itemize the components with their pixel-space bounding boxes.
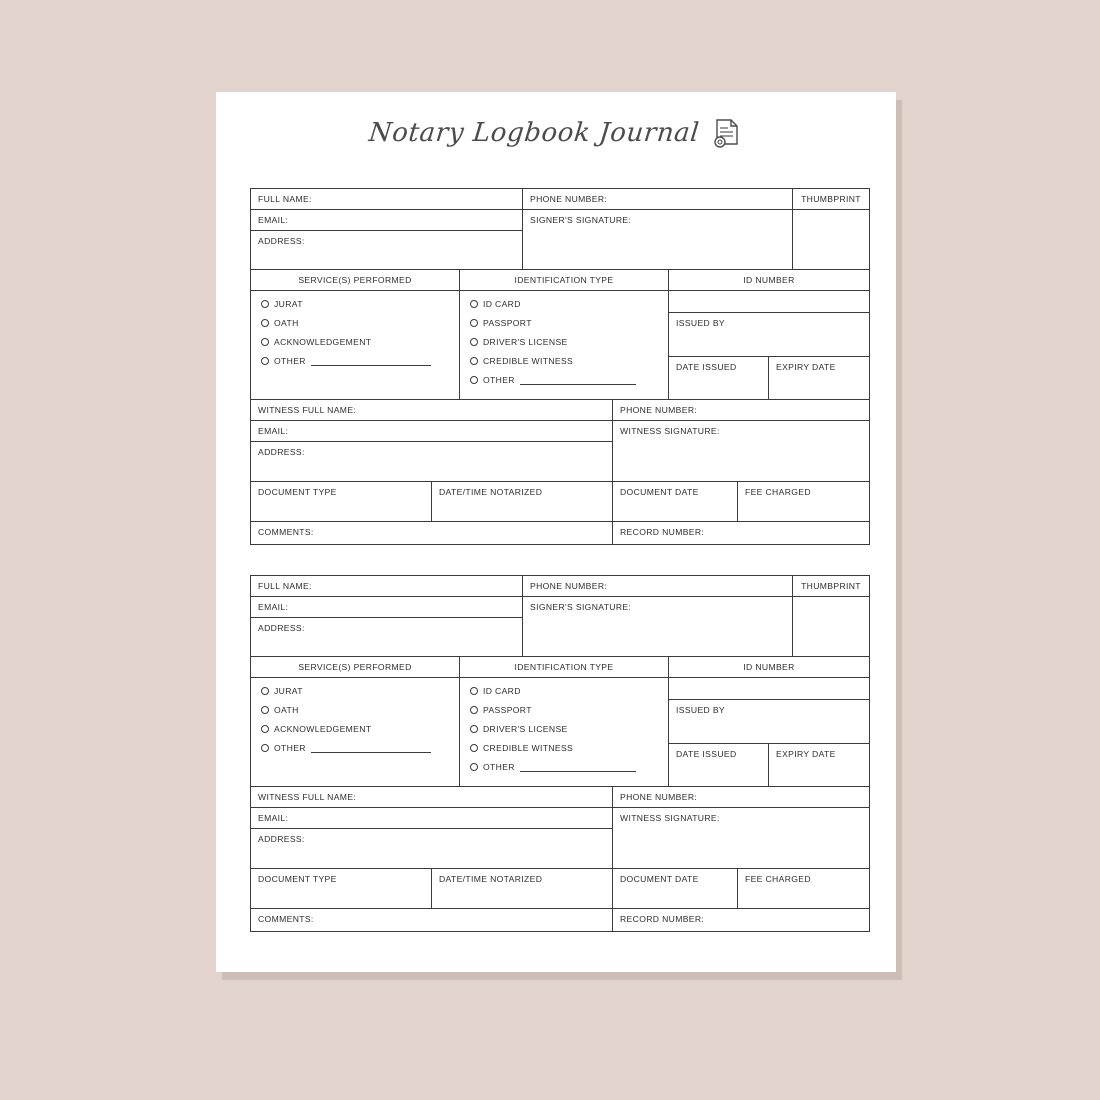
- radio-icon: [470, 706, 478, 714]
- witness-email-field[interactable]: EMAIL:: [251, 421, 613, 442]
- date-time-notarized-field[interactable]: DATE/TIME NOTARIZED: [432, 482, 613, 522]
- witness-signature-field[interactable]: WITNESS SIGNATURE:: [620, 426, 720, 436]
- entry-2-identity-row: [251, 576, 869, 597]
- service-other-write-in[interactable]: [311, 356, 431, 366]
- witness-email-field[interactable]: EMAIL:: [251, 808, 613, 829]
- option-jurat[interactable]: JURAT: [261, 686, 449, 696]
- id-details-column: [669, 678, 869, 787]
- radio-icon: [470, 300, 478, 308]
- entry-1-address-row: [251, 231, 869, 270]
- document-date-field[interactable]: DOCUMENT DATE: [613, 482, 738, 522]
- entry-1-document-row: [251, 482, 869, 522]
- thumbprint-header: THUMBPRINT: [793, 576, 869, 597]
- entry-1-service-headers-row: [251, 270, 869, 291]
- identification-type-options: [460, 678, 669, 787]
- radio-icon: [470, 687, 478, 695]
- identification-other-write-in[interactable]: [520, 375, 636, 385]
- address-field[interactable]: ADDRESS:: [251, 231, 523, 270]
- option-credible-witness[interactable]: CREDIBLE WITNESS: [470, 356, 658, 366]
- date-issued-field[interactable]: DATE ISSUED: [669, 357, 769, 399]
- identification-type-header: IDENTIFICATION TYPE: [460, 270, 669, 291]
- entry-2-comments-row: [251, 909, 869, 931]
- page-title: Notary Logbook Journal: [367, 118, 701, 148]
- expiry-date-field[interactable]: EXPIRY DATE: [776, 362, 836, 372]
- entry-1-witness-name-row: [251, 400, 869, 421]
- full-name-field[interactable]: FULL NAME:: [251, 576, 523, 597]
- document-type-field[interactable]: DOCUMENT TYPE: [251, 482, 432, 522]
- witness-full-name-field[interactable]: WITNESS FULL NAME:: [251, 400, 613, 421]
- radio-icon: [261, 744, 269, 752]
- phone-number-field[interactable]: PHONE NUMBER:: [523, 189, 793, 210]
- id-number-header: ID NUMBER: [669, 657, 869, 678]
- radio-icon: [470, 319, 478, 327]
- witness-address-field[interactable]: ADDRESS:: [251, 442, 613, 482]
- entry-2-email-signature-row: [251, 597, 869, 618]
- services-performed-options: [251, 291, 460, 400]
- radio-icon: [470, 376, 478, 384]
- id-number-field[interactable]: [669, 291, 869, 313]
- radio-icon: [261, 300, 269, 308]
- services-performed-header: SERVICE(S) PERFORMED: [251, 270, 460, 291]
- entry-1-identity-row: [251, 189, 869, 210]
- entry-1-service-options-row: [251, 291, 869, 400]
- radio-icon: [261, 687, 269, 695]
- thumbprint-header: THUMBPRINT: [793, 189, 869, 210]
- thumbprint-box[interactable]: [793, 597, 869, 618]
- radio-icon: [470, 338, 478, 346]
- radio-icon: [261, 319, 269, 327]
- notary-logbook-page: [216, 92, 896, 972]
- witness-signature-field[interactable]: WITNESS SIGNATURE:: [620, 813, 720, 823]
- entry-1-comments-row: [251, 522, 869, 544]
- page-title-area: [216, 116, 896, 150]
- id-dates-row: [669, 357, 869, 399]
- thumbprint-box[interactable]: [793, 210, 869, 231]
- identification-type-header: IDENTIFICATION TYPE: [460, 657, 669, 678]
- option-drivers-license[interactable]: DRIVER'S LICENSE: [470, 724, 658, 734]
- option-service-other[interactable]: OTHER: [261, 743, 449, 753]
- option-acknowledgement[interactable]: ACKNOWLEDGEMENT: [261, 337, 449, 347]
- record-number-field[interactable]: RECORD NUMBER:: [620, 527, 705, 537]
- radio-icon: [470, 763, 478, 771]
- service-other-write-in[interactable]: [311, 743, 431, 753]
- radio-icon: [261, 357, 269, 365]
- document-date-field[interactable]: DOCUMENT DATE: [613, 869, 738, 909]
- option-id-card[interactable]: ID CARD: [470, 686, 658, 696]
- witness-phone-number-field[interactable]: PHONE NUMBER:: [613, 787, 869, 808]
- signers-signature-field[interactable]: SIGNER'S SIGNATURE:: [523, 597, 793, 618]
- date-time-notarized-field[interactable]: DATE/TIME NOTARIZED: [432, 869, 613, 909]
- id-number-field[interactable]: [669, 678, 869, 700]
- notary-entry-block: [250, 188, 870, 545]
- entry-2-witness-name-row: [251, 787, 869, 808]
- entry-2-witness-address-row: [251, 829, 869, 869]
- thumbprint-box-lower[interactable]: [793, 231, 869, 270]
- expiry-date-field[interactable]: EXPIRY DATE: [776, 749, 836, 759]
- option-acknowledgement[interactable]: ACKNOWLEDGEMENT: [261, 724, 449, 734]
- option-passport[interactable]: PASSPORT: [470, 318, 658, 328]
- option-credible-witness[interactable]: CREDIBLE WITNESS: [470, 743, 658, 753]
- witness-full-name-field[interactable]: WITNESS FULL NAME:: [251, 787, 613, 808]
- entry-2-document-row: [251, 869, 869, 909]
- comments-field[interactable]: COMMENTS:: [251, 522, 613, 544]
- date-issued-field[interactable]: DATE ISSUED: [669, 744, 769, 786]
- witness-signature-box[interactable]: [613, 829, 869, 869]
- services-performed-options: [251, 678, 460, 787]
- radio-icon: [261, 338, 269, 346]
- email-field[interactable]: EMAIL:: [251, 210, 523, 231]
- radio-icon: [261, 706, 269, 714]
- signers-signature-box[interactable]: [523, 618, 793, 657]
- entry-1-email-signature-row: [251, 210, 869, 231]
- entry-1-witness-email-row: [251, 421, 869, 442]
- notary-entry-block: [250, 575, 870, 932]
- comments-field[interactable]: COMMENTS:: [251, 909, 613, 931]
- radio-icon: [261, 725, 269, 733]
- identification-type-options: [460, 291, 669, 400]
- document-type-field[interactable]: DOCUMENT TYPE: [251, 869, 432, 909]
- option-identification-other[interactable]: OTHER: [470, 762, 658, 772]
- option-id-card[interactable]: ID CARD: [470, 299, 658, 309]
- option-oath[interactable]: OATH: [261, 705, 449, 715]
- entry-2-address-row: [251, 618, 869, 657]
- signers-signature-field[interactable]: SIGNER'S SIGNATURE:: [523, 210, 793, 231]
- identification-other-write-in[interactable]: [520, 762, 636, 772]
- radio-icon: [470, 744, 478, 752]
- id-dates-row: [669, 744, 869, 786]
- entry-2-service-headers-row: [251, 657, 869, 678]
- address-field[interactable]: ADDRESS:: [251, 618, 523, 657]
- record-number-field[interactable]: RECORD NUMBER:: [620, 914, 705, 924]
- entry-2-witness-email-row: [251, 808, 869, 829]
- full-name-field[interactable]: FULL NAME:: [251, 189, 523, 210]
- option-drivers-license[interactable]: DRIVER'S LICENSE: [470, 337, 658, 347]
- option-oath[interactable]: OATH: [261, 318, 449, 328]
- id-number-header: ID NUMBER: [669, 270, 869, 291]
- radio-icon: [470, 357, 478, 365]
- issued-by-field[interactable]: ISSUED BY: [669, 700, 869, 744]
- entry-2-service-options-row: [251, 678, 869, 787]
- witness-address-field[interactable]: ADDRESS:: [251, 829, 613, 869]
- option-identification-other[interactable]: OTHER: [470, 375, 658, 385]
- document-seal-icon: [709, 116, 743, 150]
- signers-signature-box[interactable]: [523, 231, 793, 270]
- witness-phone-number-field[interactable]: PHONE NUMBER:: [613, 400, 869, 421]
- services-performed-header: SERVICE(S) PERFORMED: [251, 657, 460, 678]
- entry-1-witness-address-row: [251, 442, 869, 482]
- option-service-other[interactable]: OTHER: [261, 356, 449, 366]
- option-passport[interactable]: PASSPORT: [470, 705, 658, 715]
- option-jurat[interactable]: JURAT: [261, 299, 449, 309]
- witness-signature-box[interactable]: [613, 442, 869, 482]
- issued-by-field[interactable]: ISSUED BY: [669, 313, 869, 357]
- phone-number-field[interactable]: PHONE NUMBER:: [523, 576, 793, 597]
- radio-icon: [470, 725, 478, 733]
- thumbprint-box-lower[interactable]: [793, 618, 869, 657]
- fee-charged-field[interactable]: FEE CHARGED: [738, 482, 869, 522]
- id-details-column: [669, 291, 869, 400]
- email-field[interactable]: EMAIL:: [251, 597, 523, 618]
- fee-charged-field[interactable]: FEE CHARGED: [738, 869, 869, 909]
